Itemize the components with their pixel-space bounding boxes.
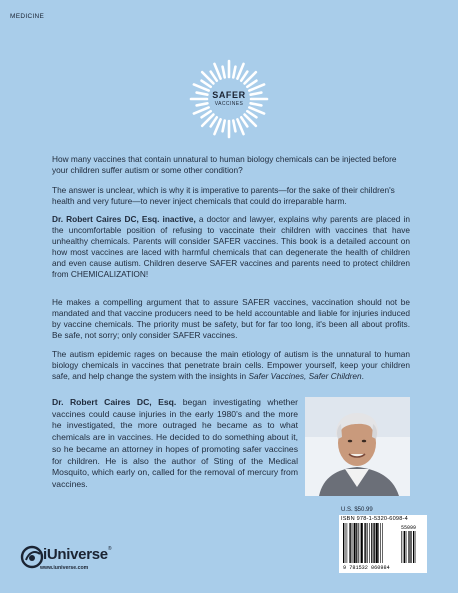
barcode-bar [378, 523, 379, 563]
author-name: Dr. Robert Caires DC, Esq. inactive, [52, 214, 196, 224]
price-label: U.S. $50.99 [341, 507, 373, 513]
barcode-bar [345, 523, 346, 563]
barcode-bar [350, 523, 351, 563]
author-photo [305, 397, 410, 496]
barcode-bar [373, 523, 374, 563]
bio-author-name: Dr. Robert Caires DC, Esq. [52, 397, 177, 407]
barcode-bar [343, 523, 344, 563]
addon-bar [409, 531, 410, 563]
barcode-digits: 9 781532 060984 [343, 565, 390, 571]
addon-bar [415, 531, 416, 563]
safer-vaccines-logo [187, 57, 271, 141]
addon-bar [406, 531, 407, 563]
barcode-bar [361, 523, 363, 563]
barcode-bar [356, 523, 357, 563]
barcode-bar [376, 523, 378, 563]
barcode-bar [365, 523, 366, 563]
logo-title: SAFER [212, 90, 246, 100]
isbn-text: ISBN 978-1-5320-6098-4 [341, 516, 408, 522]
paragraph-3: Dr. Robert Caires DC, Esq. inactive, a doctor and lawyer, explains why parents are placed in the uncomfortable position of refusing to vaccinate their children with vaccines that have unhealthy chemicals. Parents will consider SAFER vaccines. This book is a detailed account on how most vaccines are laced with harmful chemicals that can degenerate the health of children and even cause autism. Children deserve SAFER vaccines and parents need to protect children from CHEMICALIZATION! [52, 214, 410, 279]
author-bio: Dr. Robert Caires DC, Esq. began investigating whether vaccines could cause injuries in the early 1980's and the more he investigated, the more outraged he became as to what chemicals are in vaccines. He decided to do something about it, so he became an attorney in hopes of promoting safer vaccines for children. He is also the author of Sting of the Medical Mosquito, which early on, called for the removal of mercury from vaccines. [52, 397, 298, 489]
publisher-url: www.iuniverse.com [40, 565, 89, 571]
barcode-addon-digits: 55099 [401, 525, 417, 531]
addon-bar [404, 531, 405, 563]
barcode-graphic [341, 523, 425, 571]
barcode-bar [380, 523, 381, 563]
barcode-bar [358, 523, 359, 563]
publisher-name: iUniverse [43, 546, 108, 563]
barcode-bar [371, 523, 372, 563]
book-title: Safer Vaccines, Safer Children [248, 371, 362, 381]
barcode-bar [349, 523, 350, 563]
addon-bar [413, 531, 414, 563]
barcode-bar [360, 523, 361, 563]
registered-mark: ® [107, 546, 112, 552]
barcode-bar [367, 523, 368, 563]
paragraph-5: The autism epidemic rages on because the main etiology of autism is the unnatural to human biology chemicals in vaccines that penetrate brain cells. Empower yourself, keep your children safe, and help change the system with the insights in Safer Vaccines, Safer Children. [52, 349, 410, 381]
addon-bar [408, 531, 409, 563]
paragraph-4: He makes a compelling argument that to assure SAFER vaccines, vaccination should not be mandated and that vaccine producers need to be held accountable and liable for injuries induced by vaccine chemicals. The priority must be safety, but for far too long, it's been all about profits. Be safe, not sorry; only consider SAFER vaccines. [52, 297, 410, 340]
barcode-bar [369, 523, 370, 563]
addon-bar [401, 531, 402, 563]
addon-bar [411, 531, 412, 563]
barcode-bar [353, 523, 354, 563]
logo-subtitle: VACCINES [214, 101, 244, 107]
barcode-bar [364, 523, 365, 563]
paragraph-2: The answer is unclear, which is why it is imperative to parents—for the sake of their children's health and very future—to never inject chemicals that could do irreparable harm. [52, 185, 395, 206]
isbn-barcode [339, 515, 427, 573]
barcode-bar [347, 523, 348, 563]
barcode-bar [382, 523, 383, 563]
addon-bar [403, 531, 404, 563]
barcode-bar [354, 523, 356, 563]
publisher-logo [20, 545, 170, 585]
category-label: MEDICINE [10, 13, 45, 20]
barcode-bar [374, 523, 375, 563]
paragraph-1: How many vaccines that contain unnatural to human biology chemicals can be injected before your children suffer autism or some other condition? [52, 154, 397, 175]
